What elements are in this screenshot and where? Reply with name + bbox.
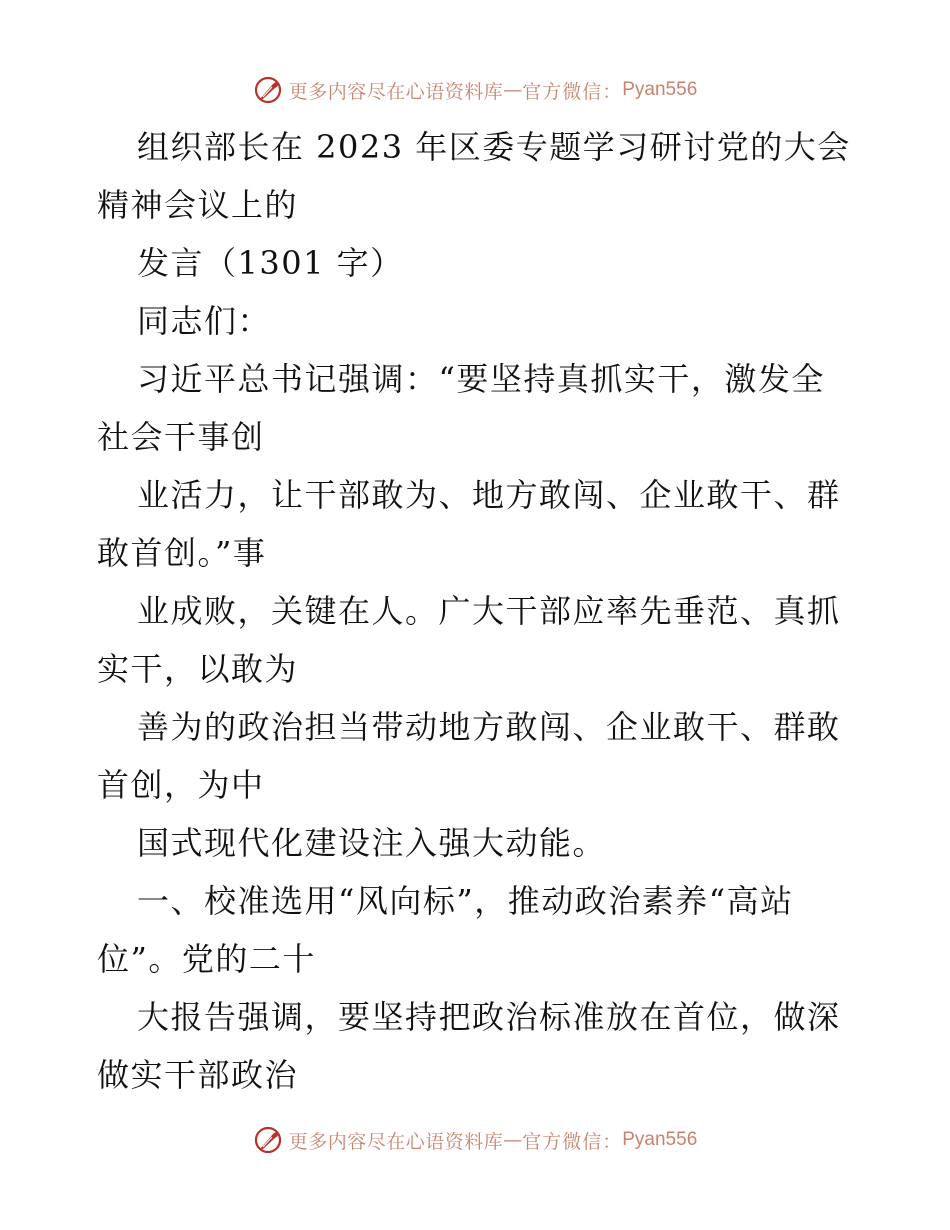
text-line: 做实干部政治	[97, 1056, 299, 1094]
document-body	[97, 118, 857, 1104]
quill-pen-logo-icon	[253, 1125, 283, 1155]
header-banner	[0, 70, 950, 110]
text-line: 社会干事创	[97, 418, 265, 456]
banner-wechat-account: Pyan556	[622, 79, 698, 100]
text-line: 发言（1301 字）	[137, 244, 404, 282]
text-line: 位”。党的二十	[97, 940, 316, 978]
text-line: 国式现代化建设注入强大动能。	[137, 824, 607, 862]
text-line: 同志们：	[137, 302, 272, 340]
banner-promo-text: 更多内容尽在心语资料库	[288, 80, 504, 103]
text-line: 精神会议上的	[97, 186, 299, 224]
text-line: 实干，以敢为	[97, 650, 299, 688]
text-line: 首创，为中	[97, 766, 265, 804]
text-line: 善为的政治担当带动地方敢闯、企业敢干、群敢	[137, 708, 841, 746]
text-line: 组织部长在 2023 年区委专题学习研讨党的大会	[137, 128, 851, 166]
text-line: 业活力，让干部敢为、地方敢闯、企业敢干、群	[137, 476, 841, 514]
quill-pen-logo-icon	[253, 75, 283, 105]
banner-promo-text: 更多内容尽在心语资料库	[288, 1130, 504, 1153]
text-line: 敢首创。”事	[97, 534, 267, 572]
banner-wechat-account: Pyan556	[622, 1129, 698, 1150]
text-line: 一、校准选用“风向标”，推动政治素养“高站	[137, 882, 794, 920]
banner-wechat-label: 官方微信：	[522, 80, 623, 103]
banner-separator: —	[503, 1129, 523, 1151]
banner-separator: —	[503, 79, 523, 101]
text-line: 业成败，关键在人。广大干部应率先垂范、真抓	[137, 592, 841, 630]
text-line: 习近平总书记强调：“要坚持真抓实干，激发全	[137, 360, 825, 398]
footer-banner	[0, 1120, 950, 1160]
banner-wechat-label: 官方微信：	[522, 1130, 623, 1153]
text-line: 大报告强调，要坚持把政治标准放在首位，做深	[137, 998, 841, 1036]
